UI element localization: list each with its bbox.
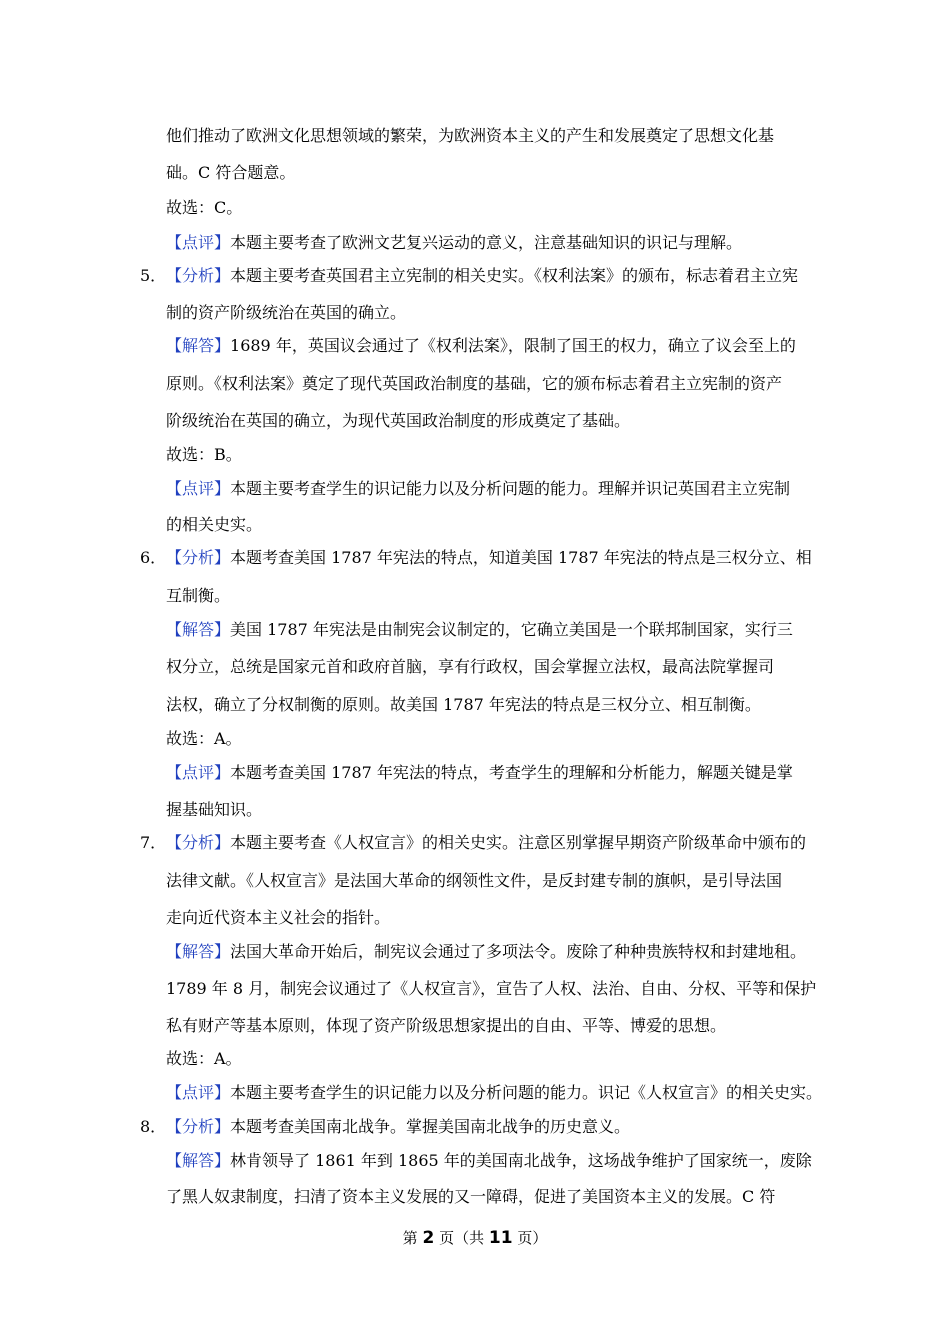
line-text: 美国 1787 年宪法是由制宪会议制定的，它确立美国是一个联邦制国家，实行三 [230,620,793,639]
section-tag: 【点评】 [166,763,231,782]
line-text: 1789 年 8 月，制宪会议通过了《人权宣言》，宣告了人权、法治、自由、分权、平等和保护 [166,979,817,998]
line-text: 权分立，总统是国家元首和政府首脑，享有行政权，国会掌握立法权，最高法院掌握司 [166,657,775,676]
section-tag: 【分析】 [166,833,231,852]
text-line [166,695,761,715]
line-text: 法国大革命开始后，制宪议会通过了多项法令。废除了种种贵族特权和封建地租。 [230,942,807,961]
text-line [166,908,390,928]
page-footer [0,1228,950,1248]
text-line [166,620,793,640]
text-line [166,1049,242,1069]
section-tag: 【点评】 [166,233,231,252]
line-text: 故选：A。 [166,729,242,748]
text-line [166,763,793,783]
footer-prefix: 第 [402,1229,418,1247]
section-tag: 【解答】 [166,942,231,961]
text-line [166,942,806,962]
text-line [166,479,790,499]
text-line [166,729,242,749]
text-line [166,1083,822,1103]
section-tag: 【解答】 [166,336,231,355]
text-line [166,126,774,146]
line-text: 法律文献。《人权宣言》是法国大革命的纲领性文件，是反封建专制的旗帜，是引导法国 [166,871,783,890]
line-text: 私有财产等基本原则，体现了资产阶级思想家提出的自由、平等、博爱的思想。 [166,1016,727,1035]
line-text: 法权，确立了分权制衡的原则。故美国 1787 年宪法的特点是三权分立、相互制衡。 [166,695,761,714]
line-text: 本题主要考查了欧洲文艺复兴运动的意义，注意基础知识的识记与理解。 [230,233,743,252]
text-line [166,657,774,677]
line-text: 故选：C。 [166,198,243,217]
line-text: 他们推动了欧洲文化思想领域的繁荣，为欧洲资本主义的产生和发展奠定了思想文化基 [166,126,775,145]
footer-middle: 页（共 [439,1229,485,1247]
line-text: 原则。《权利法案》奠定了现代英国政治制度的基础，它的颁布标志着君主立宪制的资产 [166,374,783,393]
line-text: 故选：B。 [166,445,242,464]
line-text: 走向近代资本主义社会的指针。 [166,908,391,927]
text-line [166,336,796,356]
line-text: 了黑人奴隶制度，扫清了资本主义发展的又一障碍，促进了美国资本主义的发展。C 符 [166,1187,776,1206]
line-text: 阶级统治在英国的确立，为现代英国政治制度的形成奠定了基础。 [166,411,631,430]
section-tag: 【解答】 [166,1151,231,1170]
line-text: 的相关史实。 [166,515,263,534]
text-line [166,1016,726,1036]
text-line [166,871,782,891]
line-text: 本题主要考查学生的识记能力以及分析问题的能力。理解并识记英国君主立宪制 [230,479,791,498]
text-line [166,1187,775,1207]
line-text: 本题考查美国 1787 年宪法的特点，考查学生的理解和分析能力，解题关键是掌 [230,763,793,782]
item-number: 6． [140,548,167,567]
section-tag: 【解答】 [166,620,231,639]
item-number: 7． [140,833,167,852]
text-line [166,515,262,535]
section-tag: 【点评】 [166,1083,231,1102]
text-line [166,374,782,394]
text-line [166,833,806,853]
footer-suffix: 页） [517,1229,548,1247]
section-tag: 【点评】 [166,479,231,498]
footer-page-number: 2 [422,1228,435,1248]
text-line [166,979,816,999]
line-text: 1689 年，英国议会通过了《权利法案》，限制了国王的权力，确立了议会至上的 [230,336,796,355]
line-text: 本题主要考查英国君主立宪制的相关史实。《权利法案》的颁布，标志着君主立宪 [230,266,799,285]
section-tag: 【分析】 [166,548,231,567]
line-text: 本题考查美国 1787 年宪法的特点，知道美国 1787 年宪法的特点是三权分立、相 [230,548,812,567]
text-line [166,198,242,218]
text-line [166,1151,812,1171]
line-text: 林肯领导了 1861 年到 1865 年的美国南北战争，这场战争维护了国家统一，废除 [230,1151,812,1170]
text-line [166,303,406,323]
line-text: 故选：A。 [166,1049,242,1068]
footer-total-pages: 11 [488,1228,513,1248]
line-text: 本题主要考查学生的识记能力以及分析问题的能力。识记《人权宣言》的相关史实。 [230,1083,823,1102]
text-line [166,548,812,568]
text-line [166,445,242,465]
text-line [166,266,798,286]
text-line [166,163,295,183]
line-text: 握基础知识。 [166,800,263,819]
line-text: 制的资产阶级统治在英国的确立。 [166,303,407,322]
item-number: 8． [140,1117,167,1136]
text-line [166,233,742,253]
text-line [166,1117,630,1137]
text-line [166,800,262,820]
line-text: 础。C 符合题意。 [166,163,296,182]
text-line [166,411,630,431]
section-tag: 【分析】 [166,1117,231,1136]
item-number: 5． [140,266,167,285]
text-line [166,586,230,606]
section-tag: 【分析】 [166,266,231,285]
line-text: 本题考查美国南北战争。掌握美国南北战争的历史意义。 [230,1117,631,1136]
line-text: 本题主要考查《人权宣言》的相关史实。注意区别掌握早期资产阶级革命中颁布的 [230,833,807,852]
line-text: 互制衡。 [166,586,231,605]
